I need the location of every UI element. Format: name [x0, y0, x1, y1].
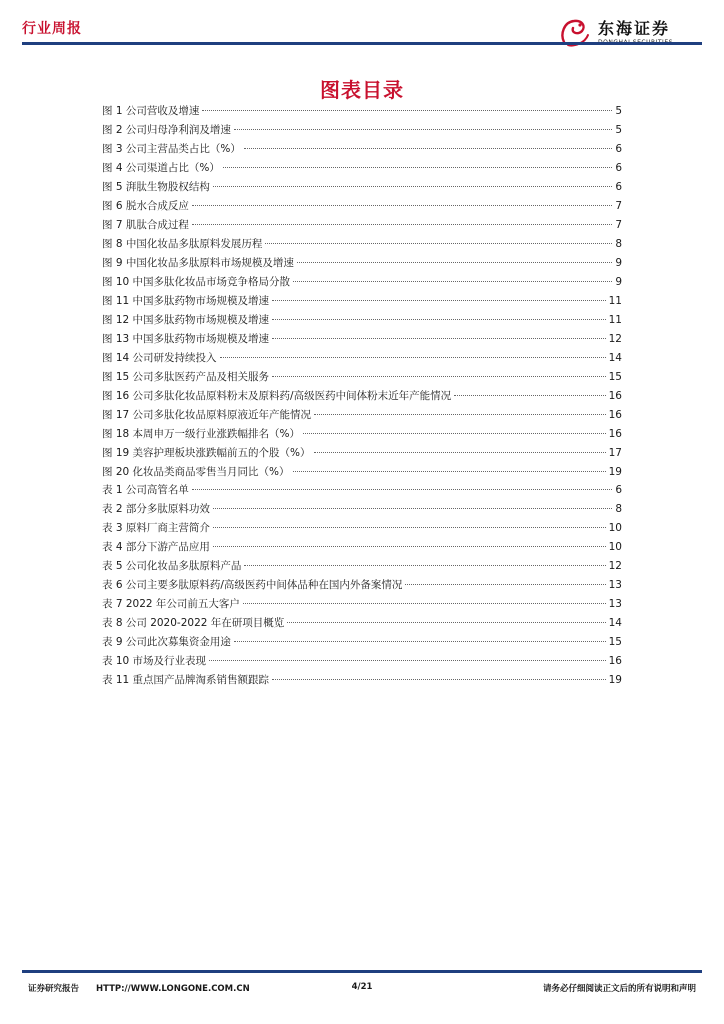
figure-entry[interactable]: [102, 273, 622, 292]
table-entry[interactable]: [102, 519, 622, 538]
toc-entry-page-number: 17: [608, 447, 622, 459]
toc-entry-page-number: 9: [615, 257, 622, 269]
toc-entry-label: 图 19 美容护理板块涨跌幅前五的个股（%）: [102, 447, 311, 459]
toc-entry-page-number: 8: [615, 238, 622, 250]
toc-entry-label: 图 20 化妆品类商品零售当月同比（%）: [102, 466, 290, 478]
toc-entry-page-number: 15: [608, 636, 622, 648]
dot-leader: [303, 433, 606, 434]
toc-entry-page-number: 6: [615, 181, 622, 193]
page-footer: [28, 982, 696, 998]
toc-entry-label: 图 6 脱水合成反应: [102, 200, 189, 212]
table-entry[interactable]: [102, 652, 622, 671]
dot-leader: [314, 452, 606, 453]
toc-entry-label: 表 2 部分多肽原料功效: [102, 503, 210, 515]
toc-entry-page-number: 7: [615, 219, 622, 231]
figure-entry[interactable]: [102, 330, 622, 349]
toc-entry-label: 图 16 公司多肽化妆品原料粉末及原料药/高级医药中间体粉末近年产能情况: [102, 390, 452, 402]
toc-entry-label: 图 15 公司多肽医药产品及相关服务: [102, 371, 270, 383]
footer-website-link[interactable]: HTTP://WWW.LONGONE.COM.CN: [95, 984, 250, 994]
dot-leader: [244, 565, 605, 566]
toc-entry-page-number: 6: [615, 143, 622, 155]
dot-leader: [293, 471, 606, 472]
figure-index: [102, 102, 622, 482]
toc-entry-label: 图 10 中国多肽化妆品市场竞争格局分散: [102, 276, 291, 288]
dot-leader: [192, 489, 612, 490]
toc-entry-page-number: 14: [608, 617, 622, 629]
dot-leader: [213, 546, 606, 547]
toc-entry-label: 图 5 湃肽生物股权结构: [102, 181, 210, 193]
figure-entry[interactable]: [102, 387, 622, 406]
toc-entry-label: 图 8 中国化妆品多肽原料发展历程: [102, 238, 263, 250]
table-entry[interactable]: [102, 633, 622, 652]
figure-entry[interactable]: [102, 368, 622, 387]
toc-entry-label: 图 11 中国多肽药物市场规模及增速: [102, 295, 270, 307]
toc-entry-label: 图 3 公司主营品类占比（%）: [102, 143, 241, 155]
dot-leader: [272, 679, 606, 680]
dot-leader: [213, 186, 612, 187]
toc-entry-page-number: 14: [608, 352, 622, 364]
toc-entry-label: 表 10 市场及行业表现: [102, 655, 207, 667]
dot-leader: [454, 395, 606, 396]
toc-entry-label: 图 2 公司归母净利润及增速: [102, 124, 231, 136]
toc-entry-label: 表 3 原料厂商主营简介: [102, 522, 210, 534]
page-title: 图表目录: [320, 78, 404, 102]
toc-entry-label: 图 17 公司多肽化妆品原料原液近年产能情况: [102, 409, 312, 421]
footer-page-number: 4/21: [351, 982, 373, 992]
table-entry[interactable]: [102, 671, 622, 690]
header-divider: [22, 42, 702, 45]
toc-entry-page-number: 6: [615, 484, 622, 496]
dot-leader: [234, 129, 612, 130]
toc-entry-page-number: 16: [608, 655, 622, 667]
footer-disclaimer: 请务必仔细阅读正文后的所有说明和声明: [542, 984, 696, 994]
toc-entry-label: 图 13 中国多肽药物市场规模及增速: [102, 333, 270, 345]
toc-entry-page-number: 8: [615, 503, 622, 515]
figure-entry[interactable]: [102, 444, 622, 463]
brand-name-cn: 东海证券: [598, 18, 671, 38]
dot-leader: [192, 224, 612, 225]
figure-entry[interactable]: [102, 311, 622, 330]
table-entry[interactable]: [102, 576, 622, 595]
dot-leader: [202, 110, 612, 111]
figure-entry[interactable]: [102, 235, 622, 254]
table-entry[interactable]: [102, 595, 622, 614]
toc-entry-page-number: 7: [615, 200, 622, 212]
figure-entry[interactable]: [102, 197, 622, 216]
figure-entry[interactable]: [102, 349, 622, 368]
toc-entry-page-number: 13: [608, 598, 622, 610]
toc-entry-page-number: 5: [615, 124, 622, 136]
toc-entry-page-number: 19: [608, 466, 622, 478]
report-category-tag: 行业周报: [22, 21, 82, 37]
toc-entry-page-number: 16: [608, 409, 622, 421]
toc-entry-page-number: 15: [608, 371, 622, 383]
dot-leader: [213, 508, 612, 509]
dot-leader: [209, 660, 606, 661]
figure-entry[interactable]: [102, 102, 622, 121]
figure-entry[interactable]: [102, 292, 622, 311]
toc-entry-page-number: 11: [608, 314, 622, 326]
figure-entry[interactable]: [102, 463, 622, 482]
footer-report-type: 证券研究报告: [28, 984, 80, 994]
toc-entry-page-number: 10: [608, 522, 622, 534]
toc-entry-label: 图 12 中国多肽药物市场规模及增速: [102, 314, 270, 326]
dot-leader: [192, 205, 612, 206]
dot-leader: [234, 641, 606, 642]
toc-entry-label: 表 5 公司化妆品多肽原料产品: [102, 560, 242, 572]
figure-entry[interactable]: [102, 140, 622, 159]
table-index: [102, 481, 622, 690]
table-entry[interactable]: [102, 481, 622, 500]
toc-entry-label: 图 9 中国化妆品多肽原料市场规模及增速: [102, 257, 294, 269]
dot-leader: [244, 148, 612, 149]
toc-entry-label: 图 14 公司研发持续投入: [102, 352, 217, 364]
toc-entry-label: 表 6 公司主要多肽原料药/高级医药中间体品种在国内外备案情况: [102, 579, 403, 591]
figure-entry[interactable]: [102, 159, 622, 178]
toc-entry-label: 图 18 本周申万一级行业涨跌幅排名（%）: [102, 428, 301, 440]
table-entry[interactable]: [102, 614, 622, 633]
toc-entry-label: 表 11 重点国产品牌淘系销售额跟踪: [102, 674, 270, 686]
dot-leader: [265, 243, 612, 244]
figure-entry[interactable]: [102, 121, 622, 140]
toc-entry-page-number: 12: [608, 333, 622, 345]
toc-entry-page-number: 6: [615, 162, 622, 174]
toc-entry-page-number: 5: [615, 105, 622, 117]
dot-leader: [287, 622, 605, 623]
toc-entry-label: 表 8 公司 2020-2022 年在研项目概览: [102, 617, 285, 629]
toc-entry-page-number: 9: [615, 276, 622, 288]
dot-leader: [314, 414, 606, 415]
toc-entry-page-number: 11: [608, 295, 622, 307]
toc-entry-page-number: 13: [608, 579, 622, 591]
table-entry[interactable]: [102, 557, 622, 576]
toc-entry-label: 表 4 部分下游产品应用: [102, 541, 210, 553]
toc-entry-label: 表 9 公司此次募集资金用途: [102, 636, 231, 648]
figure-entry[interactable]: [102, 254, 622, 273]
dot-leader: [223, 167, 612, 168]
figure-entry[interactable]: [102, 406, 622, 425]
dot-leader: [272, 300, 606, 301]
toc-entry-label: 图 7 肌肽合成过程: [102, 219, 189, 231]
dot-leader: [220, 357, 606, 358]
dot-leader: [293, 281, 612, 282]
figure-entry[interactable]: [102, 425, 622, 444]
dot-leader: [243, 603, 606, 604]
toc-entry-page-number: 16: [608, 390, 622, 402]
table-entry[interactable]: [102, 500, 622, 519]
toc-entry-page-number: 16: [608, 428, 622, 440]
toc-entry-page-number: 12: [608, 560, 622, 572]
toc-entry-page-number: 10: [608, 541, 622, 553]
toc-entry-label: 表 1 公司高管名单: [102, 484, 189, 496]
toc-entry-page-number: 19: [608, 674, 622, 686]
dot-leader: [297, 262, 612, 263]
dot-leader: [272, 338, 606, 339]
dot-leader: [272, 376, 606, 377]
toc-entry-label: 图 1 公司营收及增速: [102, 105, 200, 117]
dot-leader: [272, 319, 606, 320]
figure-entry[interactable]: [102, 178, 622, 197]
toc-entry-label: 表 7 2022 年公司前五大客户: [102, 598, 240, 610]
table-entry[interactable]: [102, 538, 622, 557]
dot-leader: [405, 584, 605, 585]
dot-leader: [213, 527, 606, 528]
toc-entry-label: 图 4 公司渠道占比（%）: [102, 162, 220, 174]
footer-divider: [22, 970, 702, 973]
figure-entry[interactable]: [102, 216, 622, 235]
